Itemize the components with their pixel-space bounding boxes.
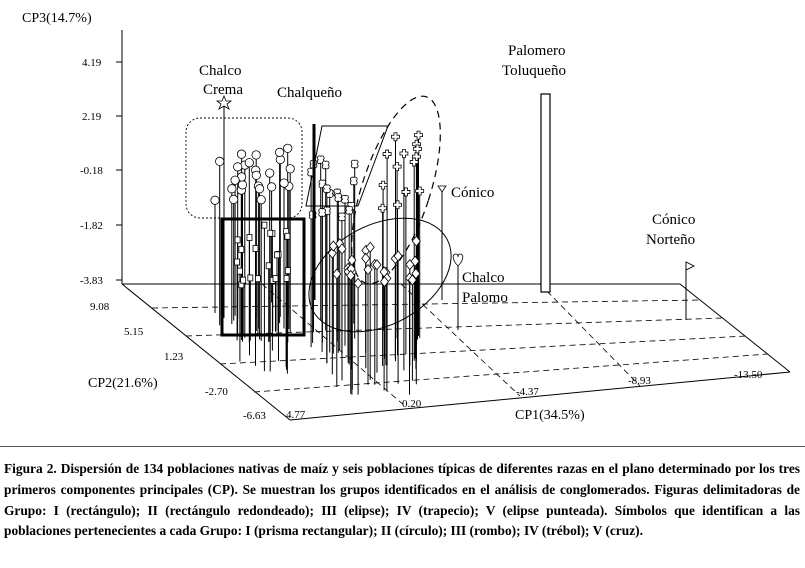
cp2-tick-label: -6.63: [243, 410, 266, 422]
cp1-tick-label: 4.77: [286, 409, 306, 421]
figure-caption: Figura 2. Dispersión de 134 poblaciones nativas de maíz y seis poblaciones típicas de diferentes razas en el plano determinado por los tres primeros componentes principales (CP). Se muestran los grupos identificados en el análisis de conglomerados. Figuras delimitadoras de Grupo: I (rectángulo); II (rectángulo redondeado); III (elipse); IV (trapecio); V (elipse punteada). Símbolos que identifican a las poblaciones pertenecientes a cada Grupo: I (prisma rectangular); II (círculo); III (rombo); IV (trébol); V (cruz).: [4, 461, 800, 539]
data-point-circle: [257, 196, 265, 204]
data-point-circle: [275, 148, 283, 156]
data-point-circle: [245, 158, 253, 166]
data-point-prism: [255, 276, 260, 282]
data-point-circle: [266, 169, 274, 177]
cp3-tick-label: 4.19: [82, 57, 102, 69]
data-point-prism: [235, 259, 240, 265]
cp3-tick-label: -0.18: [80, 165, 103, 177]
data-point-circle: [267, 183, 275, 191]
data-point-circle: [228, 185, 236, 193]
data-point-diamond: [362, 253, 370, 263]
data-point-clover: [324, 185, 331, 193]
label-line: Chalco: [462, 270, 505, 286]
data-point-circle: [238, 181, 246, 189]
data-point-prism: [237, 268, 242, 274]
cp1-tick-label: 0.20: [402, 398, 422, 410]
chalco-crema-label: [199, 63, 245, 98]
data-point-circle: [215, 157, 223, 165]
data-point-clover: [322, 161, 329, 169]
data-point-circle: [280, 179, 288, 187]
label-line: Palomero: [508, 43, 566, 59]
data-point-circle: [229, 195, 237, 203]
data-point-clover: [339, 213, 346, 221]
data-point-clover: [335, 194, 342, 202]
data-point-circle: [284, 144, 292, 152]
data-stems: [215, 135, 420, 395]
data-point-prism: [284, 275, 289, 281]
data-point-prism: [285, 268, 290, 274]
data-point-clover: [351, 160, 358, 168]
cp1-axis-title: CP1(34.5%): [515, 408, 585, 423]
cp3-tick-label: 2.19: [82, 111, 102, 123]
data-point-prism: [241, 277, 246, 283]
data-point-circle: [237, 150, 245, 158]
chalqueno-label: Chalqueño: [277, 85, 342, 101]
group-boundaries: [186, 86, 471, 355]
cp3-ticks: [80, 57, 122, 287]
arrow-icon: [438, 186, 446, 192]
cp2-axis-title: CP2(21.6%): [88, 376, 158, 391]
label-line: Norteño: [646, 232, 696, 248]
cp3-axis-title: CP3(14.7%): [22, 11, 92, 26]
data-point-circle: [233, 163, 241, 171]
floor-right-edge: [680, 284, 790, 372]
data-point-circle: [255, 185, 263, 193]
data-point-cross: [415, 131, 423, 139]
data-point-cross: [402, 188, 410, 196]
palomero-toluqueno-prism: [541, 94, 550, 292]
flag-icon: [686, 262, 694, 270]
data-point-circle: [211, 196, 219, 204]
data-point-prism: [273, 276, 278, 282]
cp2-tick-label: 1.23: [164, 351, 184, 363]
cp1-tick-label: -13.50: [734, 369, 763, 381]
cp3-tick-label: -1.82: [80, 220, 103, 232]
cp2-tick-label: 5.15: [124, 326, 144, 338]
data-point-cross: [379, 204, 387, 212]
data-point-cross: [391, 133, 399, 141]
data-point-prism: [247, 235, 252, 241]
data-point-circle: [286, 165, 294, 173]
data-point-prism: [253, 245, 258, 251]
cp2-tick-label: 9.08: [90, 301, 110, 313]
data-point-diamond: [354, 278, 362, 288]
caption-divider: [0, 446, 805, 447]
data-point-prism: [274, 252, 279, 258]
palomero-toluqueno-label: [502, 43, 569, 79]
data-point-circle: [231, 176, 239, 184]
chalco-palomo-label: [462, 270, 508, 306]
cp3-tick-label: -3.83: [80, 275, 103, 287]
data-point-cross: [393, 201, 401, 209]
data-point-circle: [252, 171, 260, 179]
data-point-prism: [239, 246, 244, 252]
cp1-tick-label: -4.37: [516, 386, 539, 398]
data-point-prism: [268, 230, 273, 236]
data-point-cross: [400, 150, 408, 158]
group-IV-trapezoid: [306, 126, 388, 206]
conico-label: Cónico: [451, 185, 495, 201]
data-point-circle: [252, 151, 260, 159]
data-point-cross: [383, 150, 391, 158]
label-line: Toluqueño: [502, 63, 566, 79]
data-point-cross: [379, 181, 387, 189]
cp2-tick-label: -2.70: [205, 386, 228, 398]
data-point-clover: [342, 195, 349, 203]
data-point-prism: [248, 275, 253, 281]
heart-icon: [453, 254, 463, 266]
data-point-prism: [266, 263, 271, 269]
data-point-prism: [262, 222, 267, 228]
data-point-prism: [285, 233, 290, 239]
data-point-cross: [393, 163, 401, 171]
data-point-clover: [346, 206, 353, 214]
data-point-clover: [319, 209, 326, 217]
label-line: Chalco: [199, 63, 242, 79]
label-line: Cónico: [652, 212, 696, 228]
conico-norteno-label: [646, 212, 699, 248]
cp1-tick-label: -8.93: [628, 375, 651, 387]
label-line: Crema: [203, 82, 243, 98]
group-I-rectangle: [222, 219, 304, 335]
data-point-prism: [235, 237, 240, 243]
label-line: Palomo: [462, 290, 508, 306]
data-point-clover: [350, 177, 357, 185]
